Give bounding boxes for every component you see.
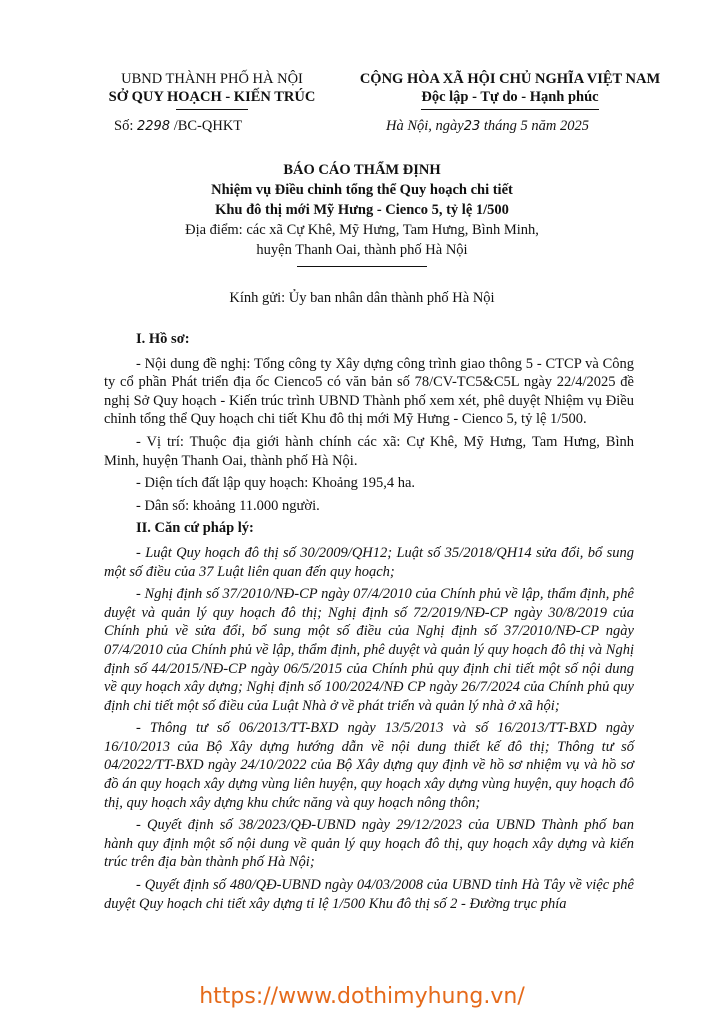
national-motto: Độc lập - Tự do - Hạnh phúc xyxy=(421,89,599,105)
website-link[interactable]: https://www.dothimyhung.vn/ xyxy=(199,984,525,1009)
national-title-block xyxy=(340,70,680,110)
report-subject-line-1: Nhiệm vụ Điều chỉnh tổng thể Quy hoạch chi tiết xyxy=(211,182,513,198)
doc-number-value: 2298 xyxy=(136,119,171,134)
dossier-item: - Vị trí: Thuộc địa giới hành chính các xã: Cự Khê, Mỹ Hưng, Tam Hưng, Bình Minh, huyện Thanh Oai, thành phố Hà Nội. xyxy=(104,433,634,469)
legal-basis-item: - Thông tư số 06/2013/TT-BXD ngày 13/5/2013 và số 16/2013/TT-BXD ngày 16/10/2013 của Bộ Xây dựng hướng dẫn về nội dung thiết kế đô thị; Thông tư số 04/2022/TT-BXD ngày 24/10/2022 của Bộ Xây dựng quy định về hồ sơ nhiệm vụ và hồ sơ đồ án quy hoạch xây dựng vùng liên huyện, quy hoạch xây dựng vùng huyện, quy hoạch đô thị, quy hoạch xây dựng khu chức năng và quy hoạch nông thôn; xyxy=(104,720,634,811)
doc-number-suffix: /BC-QHKT xyxy=(173,118,243,134)
title-underline xyxy=(297,266,427,267)
legal-basis-item: - Luật Quy hoạch đô thị số 30/2009/QH12; Luật số 35/2018/QH14 sửa đổi, bổ sung một số điều của 37 Luật liên quan đến quy hoạch; xyxy=(104,544,634,580)
issuing-org: UBND THÀNH PHỐ HÀ NỘI xyxy=(121,71,303,87)
legal-basis-item: - Quyết định số 480/QĐ-UBND ngày 04/03/2008 của UBND tỉnh Hà Tây về việc phê duyệt Quy hoạch chi tiết xây dựng tỉ lệ 1/500 Khu đô thị số 2 - Đường trục phía xyxy=(104,877,634,912)
legal-basis-list xyxy=(104,544,634,913)
report-location-line-1: Địa điểm: các xã Cự Khê, Mỹ Hưng, Tam Hưng, Bình Minh, xyxy=(185,222,539,238)
report-title-block xyxy=(92,160,632,267)
section-heading-dossier: I. Hồ sơ: xyxy=(136,331,190,347)
date-prefix: Hà Nội, ngày xyxy=(386,118,464,134)
country-name: CỘNG HÒA XÃ HỘI CHỦ NGHĨA VIỆT NAM xyxy=(359,71,661,87)
dossier-item: - Diện tích đất lập quy hoạch: Khoảng 195,4 ha. xyxy=(136,475,416,492)
report-location-line-2: huyện Thanh Oai, thành phố Hà Nội xyxy=(256,242,468,258)
dossier-item: - Nội dung đề nghị: Tổng công ty Xây dựng công trình giao thông 5 - CTCP và Công ty cổ phần Phát triển địa ốc Cienco5 có văn bản số 78/CV-TC5&C5L ngày 22/4/2025 đề nghị Sở Quy hoạch - Kiến trúc trình UBND Thành phố xem xét, phê duyệt Nhiệm vụ Điều chỉnh tổng thể Quy hoạch chi tiết Khu đô thị mới Mỹ Hưng - Cienco 5, tỷ lệ 1/500. xyxy=(104,355,634,428)
legal-basis-item: - Quyết định số 38/2023/QĐ-UBND ngày 29/12/2023 của UBND Thành phố ban hành quy định một số nội dung về quản lý quy hoạch đô thị, quy hoạch xây dựng và kiến trúc trên địa bàn thành phố Hà Nội; xyxy=(104,817,634,871)
document-number xyxy=(114,118,242,135)
agency-underline xyxy=(176,109,248,110)
date-suffix: tháng 5 năm 2025 xyxy=(483,118,590,134)
report-body xyxy=(104,326,634,917)
doc-number-prefix: Số: xyxy=(114,118,134,134)
date-day: 23 xyxy=(463,119,481,134)
issuing-department: SỞ QUY HOẠCH - KIẾN TRÚC xyxy=(108,89,316,105)
report-subject-line-2: Khu đô thị mới Mỹ Hưng - Cienco 5, tỷ lệ 1/500 xyxy=(215,202,509,218)
report-title: BÁO CÁO THẨM ĐỊNH xyxy=(283,162,441,178)
motto-underline xyxy=(421,109,599,110)
recipient-line: Kính gửi: Ủy ban nhân dân thành phố Hà Nội xyxy=(229,290,495,306)
section-heading-legal-basis: II. Căn cứ pháp lý: xyxy=(136,520,254,537)
legal-basis-item: - Nghị định số 37/2010/NĐ-CP ngày 07/4/2010 của Chính phủ về lập, thẩm định, phê duyệt và quản lý quy hoạch đô thị; Nghị định số 72/2019/NĐ-CP ngày 30/8/2019 của Chính phủ về sửa đổi, bổ sung một số điều của Nghị định số 37/2010/NĐ-CP ngày 07/4/2010 của Chính phủ về lập, thẩm định, phê duyệt và quản lý quy hoạch đô thị và Nghị định số 44/2015/NĐ-CP ngày 06/5/2015 của Chính phủ quy định chi tiết một số nội dung về quy hoạch xây dựng; Nghị định số 100/2024/NĐ CP ngày 26/7/2024 của Chính phủ quy định chi tiết một số điều của Luật Nhà ở về phát triển và quản lý nhà ở xã hội; xyxy=(104,586,634,714)
dossier-item: - Dân số: khoảng 11.000 người. xyxy=(136,497,320,514)
issuing-agency-block xyxy=(92,70,332,110)
document-date xyxy=(386,118,589,135)
